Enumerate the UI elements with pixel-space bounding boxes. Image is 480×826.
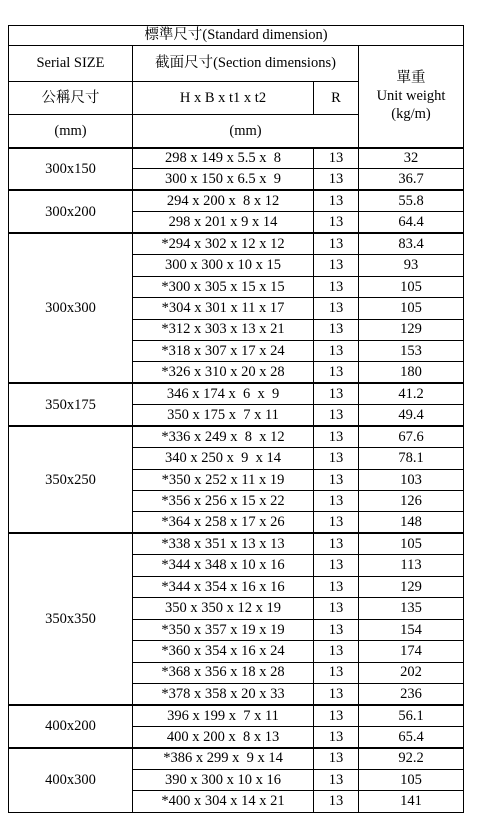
unit-weight-cell: 105 <box>359 533 464 554</box>
radius-cell: 13 <box>314 319 359 340</box>
unit-weight-cell: 49.4 <box>359 405 464 426</box>
unit-weight-cell: 92.2 <box>359 748 464 769</box>
radius-cell: 13 <box>314 255 359 276</box>
dimension-table <box>8 25 464 813</box>
table-row <box>9 233 464 254</box>
serial-size-cell: 350x250 <box>9 426 133 533</box>
radius-cell: 13 <box>314 405 359 426</box>
section-dimension-cell: *326 x 310 x 20 x 28 <box>133 362 314 383</box>
section-dimensions-header: 截面尺寸(Section dimensions) <box>133 46 359 82</box>
section-dimension-cell: *336 x 249 x 8 x 12 <box>133 426 314 447</box>
radius-cell: 13 <box>314 791 359 812</box>
unit-weight-cell: 93 <box>359 255 464 276</box>
table-row <box>9 190 464 211</box>
table-row <box>9 426 464 447</box>
mm-mid-header: (mm) <box>133 115 359 148</box>
section-dimension-cell: 300 x 300 x 10 x 15 <box>133 255 314 276</box>
unit-weight-cell: 56.1 <box>359 705 464 726</box>
unit-weight-cell: 32 <box>359 148 464 169</box>
section-dimension-cell: *386 x 299 x 9 x 14 <box>133 748 314 769</box>
radius-cell: 13 <box>314 555 359 576</box>
r-header: R <box>314 82 359 115</box>
section-dimension-cell: *344 x 348 x 10 x 16 <box>133 555 314 576</box>
section-dimension-cell: 340 x 250 x 9 x 14 <box>133 448 314 469</box>
serial-size-cell: 350x175 <box>9 383 133 426</box>
unit-weight-cell: 67.6 <box>359 426 464 447</box>
radius-cell: 13 <box>314 383 359 404</box>
unit-weight-cell: 129 <box>359 319 464 340</box>
section-dimension-cell: *344 x 354 x 16 x 16 <box>133 576 314 597</box>
section-dimension-cell: 350 x 175 x 7 x 11 <box>133 405 314 426</box>
section-dimension-cell: 346 x 174 x 6 x 9 <box>133 383 314 404</box>
unit-weight-cell: 148 <box>359 512 464 533</box>
section-dimension-cell: *338 x 351 x 13 x 13 <box>133 533 314 554</box>
radius-cell: 13 <box>314 662 359 683</box>
radius-cell: 13 <box>314 469 359 490</box>
section-dimension-cell: *304 x 301 x 11 x 17 <box>133 298 314 319</box>
unit-weight-cell: 113 <box>359 555 464 576</box>
section-dimension-cell: *350 x 357 x 19 x 19 <box>133 619 314 640</box>
unit-weight-cell: 105 <box>359 769 464 790</box>
radius-cell: 13 <box>314 169 359 190</box>
unit-weight-cn: 單重 <box>396 70 426 87</box>
radius-cell: 13 <box>314 233 359 254</box>
radius-cell: 13 <box>314 619 359 640</box>
section-dimension-cell: *378 x 358 x 20 x 33 <box>133 683 314 704</box>
unit-weight-cell: 135 <box>359 598 464 619</box>
section-dimension-cell: *294 x 302 x 12 x 12 <box>133 233 314 254</box>
radius-cell: 13 <box>314 512 359 533</box>
unit-weight-cell: 153 <box>359 340 464 361</box>
radius-cell: 13 <box>314 491 359 512</box>
unit-weight-cell: 36.7 <box>359 169 464 190</box>
section-dimension-cell: 400 x 200 x 8 x 13 <box>133 726 314 747</box>
unit-weight-en: Unit weight <box>376 88 446 105</box>
table-row <box>9 148 464 169</box>
radius-cell: 13 <box>314 683 359 704</box>
unit-weight-cell: 55.8 <box>359 190 464 211</box>
serial-size-cell: 300x300 <box>9 233 133 383</box>
serial-size-cell: 300x150 <box>9 148 133 191</box>
section-dimension-cell: *400 x 304 x 14 x 21 <box>133 791 314 812</box>
section-dimension-cell: *300 x 305 x 15 x 15 <box>133 276 314 297</box>
section-dimension-cell: 294 x 200 x 8 x 12 <box>133 190 314 211</box>
serial-size-cell: 400x300 <box>9 748 133 812</box>
section-dimension-cell: *356 x 256 x 15 x 22 <box>133 491 314 512</box>
unit-weight-cell: 78.1 <box>359 448 464 469</box>
radius-cell: 13 <box>314 362 359 383</box>
unit-weight-cell: 83.4 <box>359 233 464 254</box>
unit-weight-header <box>359 46 464 148</box>
table-row <box>9 533 464 554</box>
unit-weight-unit: (kg/m) <box>391 106 431 123</box>
section-dimension-cell: 298 x 149 x 5.5 x 8 <box>133 148 314 169</box>
unit-weight-cell: 64.4 <box>359 212 464 233</box>
unit-weight-cell: 41.2 <box>359 383 464 404</box>
unit-weight-cell: 202 <box>359 662 464 683</box>
table-row <box>9 748 464 769</box>
unit-weight-cell: 105 <box>359 298 464 319</box>
unit-weight-cell: 141 <box>359 791 464 812</box>
section-dimension-cell: 390 x 300 x 10 x 16 <box>133 769 314 790</box>
section-dimension-cell: *318 x 307 x 17 x 24 <box>133 340 314 361</box>
radius-cell: 13 <box>314 190 359 211</box>
section-dimension-cell: 396 x 199 x 7 x 11 <box>133 705 314 726</box>
radius-cell: 13 <box>314 533 359 554</box>
section-dimension-cell: *360 x 354 x 16 x 24 <box>133 641 314 662</box>
unit-weight-cell: 103 <box>359 469 464 490</box>
unit-weight-cell: 129 <box>359 576 464 597</box>
header-row-1 <box>9 46 464 82</box>
section-dimension-cell: *350 x 252 x 11 x 19 <box>133 469 314 490</box>
serial-size-header: Serial SIZE <box>9 46 133 82</box>
radius-cell: 13 <box>314 726 359 747</box>
section-dimension-cell: *364 x 258 x 17 x 26 <box>133 512 314 533</box>
unit-weight-cell: 65.4 <box>359 726 464 747</box>
table-row <box>9 705 464 726</box>
serial-size-cell: 400x200 <box>9 705 133 748</box>
unit-weight-cell: 174 <box>359 641 464 662</box>
radius-cell: 13 <box>314 641 359 662</box>
spec-sheet <box>8 25 464 813</box>
mm-left-header: (mm) <box>9 115 133 148</box>
radius-cell: 13 <box>314 426 359 447</box>
section-dimension-cell: 298 x 201 x 9 x 14 <box>133 212 314 233</box>
radius-cell: 13 <box>314 769 359 790</box>
serial-size-cell: 350x350 <box>9 533 133 705</box>
unit-weight-cell: 126 <box>359 491 464 512</box>
unit-weight-cell: 236 <box>359 683 464 704</box>
unit-weight-cell: 154 <box>359 619 464 640</box>
nominal-size-header: 公稱尺寸 <box>9 82 133 115</box>
radius-cell: 13 <box>314 212 359 233</box>
hbt-header: H x B x t1 x t2 <box>133 82 314 115</box>
unit-weight-cell: 180 <box>359 362 464 383</box>
radius-cell: 13 <box>314 148 359 169</box>
radius-cell: 13 <box>314 705 359 726</box>
radius-cell: 13 <box>314 748 359 769</box>
radius-cell: 13 <box>314 598 359 619</box>
table-body <box>9 26 464 813</box>
section-dimension-cell: 350 x 350 x 12 x 19 <box>133 598 314 619</box>
radius-cell: 13 <box>314 276 359 297</box>
section-dimension-cell: 300 x 150 x 6.5 x 9 <box>133 169 314 190</box>
section-dimension-cell: *312 x 303 x 13 x 21 <box>133 319 314 340</box>
radius-cell: 13 <box>314 576 359 597</box>
serial-size-cell: 300x200 <box>9 190 133 233</box>
table-row <box>9 383 464 404</box>
table-title: 標準尺寸(Standard dimension) <box>9 26 464 46</box>
title-row <box>9 26 464 46</box>
unit-weight-cell: 105 <box>359 276 464 297</box>
unit-weight-label <box>377 69 446 123</box>
radius-cell: 13 <box>314 340 359 361</box>
section-dimension-cell: *368 x 356 x 18 x 28 <box>133 662 314 683</box>
radius-cell: 13 <box>314 448 359 469</box>
radius-cell: 13 <box>314 298 359 319</box>
